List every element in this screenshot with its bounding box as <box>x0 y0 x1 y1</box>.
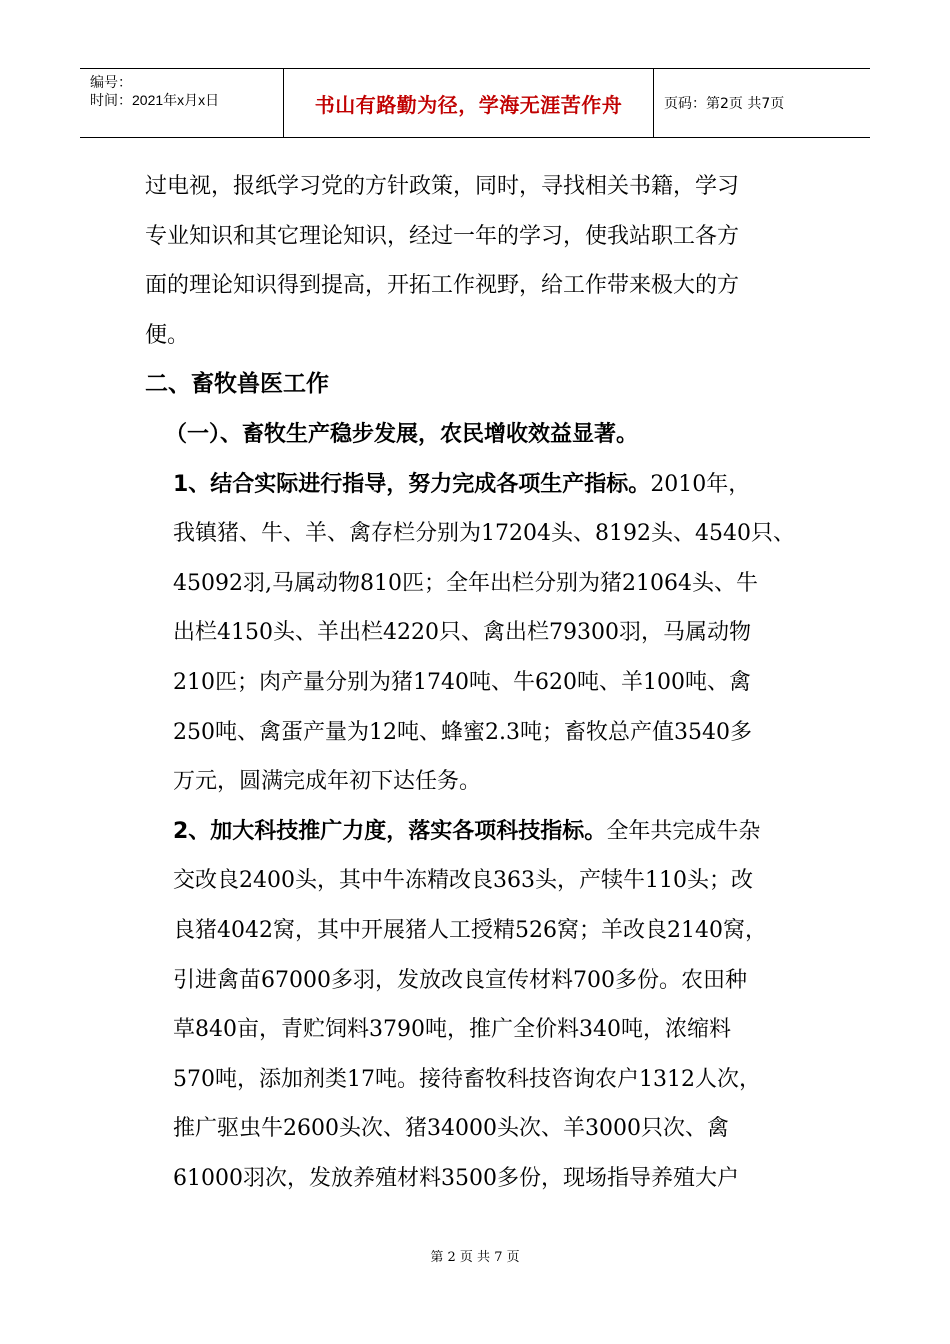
paragraph-line: 61000羽次，发放养殖材料3500多份，现场指导养殖大户 <box>173 1165 739 1191</box>
page-header <box>80 68 870 138</box>
subsection-heading: （一）、畜牧生产稳步发展，农民增收效益显著。 <box>165 421 639 447</box>
item-2-first-line <box>145 807 835 857</box>
paragraph-line: 交改良2400头，其中牛冻精改良363头，产犊牛110头；改 <box>173 868 753 894</box>
item-1-first-line <box>145 460 835 510</box>
paragraph-line: 草840亩，青贮饲料3790吨，推广全价料340吨，浓缩料 <box>173 1017 731 1043</box>
item-1-title: 1、结合实际进行指导，努力完成各项生产指标。 <box>173 471 651 497</box>
paragraph-line: 良猪4042窝，其中开展猪人工授精526窝；羊改良2140窝， <box>173 917 767 943</box>
item-2-lead-text: 全年共完成牛杂 <box>606 818 761 844</box>
item-2-title: 2、加大科技推广力度，落实各项科技指标。 <box>173 818 607 844</box>
paragraph-line: 我镇猪、牛、羊、禽存栏分别为17204头、8192头、4540只、 <box>173 521 795 547</box>
header-page-info: 页码：第2页 共7页 <box>664 96 785 112</box>
page-footer: 第 2 页 共 7 页 <box>430 1250 520 1265</box>
paragraph-line: 推广驱虫牛2600头次、猪34000头次、羊3000只次、禽 <box>173 1116 729 1142</box>
paragraph-line: 45092羽,马属动物810匹；全年出栏分别为猪21064头、牛 <box>173 570 758 596</box>
document-date: 时间：2021年x月x日 <box>90 92 220 108</box>
document-number-label: 编号： <box>90 74 132 90</box>
paragraph-line: 专业知识和其它理论知识，经过一年的学习，使我站职工各方 <box>145 223 740 249</box>
paragraph-line: 便。 <box>145 322 190 348</box>
paragraph-line: 出栏4150头、羊出栏4220只、禽出栏79300羽，马属动物 <box>173 620 751 646</box>
paragraph-line: 过电视，报纸学习党的方针政策，同时，寻找相关书籍，学习 <box>145 174 740 199</box>
document-body <box>145 162 835 1203</box>
paragraph-line: 万元，圆满完成年初下达任务。 <box>173 769 482 795</box>
paragraph-line: 面的理论知识得到提高，开拓工作视野，给工作带来极大的方 <box>145 273 740 299</box>
header-meta <box>80 69 284 137</box>
item-1-lead-text: 2010年， <box>650 471 751 497</box>
paragraph-line: 570吨，添加剂类17吨。接待畜牧科技咨询农户1312人次， <box>173 1066 761 1092</box>
section-heading: 二、畜牧兽医工作 <box>145 371 329 398</box>
paragraph-line: 210匹；肉产量分别为猪1740吨、牛620吨、羊100吨、禽 <box>173 669 751 695</box>
paragraph-line: 引进禽苗67000多羽，发放改良宣传材料700多份。农田种 <box>173 967 747 993</box>
header-motto: 书山有路勤为径，学海无涯苦作舟 <box>284 69 654 137</box>
paragraph-line: 250吨、禽蛋产量为12吨、蜂蜜2.3吨；畜牧总产值3540多 <box>173 719 752 745</box>
